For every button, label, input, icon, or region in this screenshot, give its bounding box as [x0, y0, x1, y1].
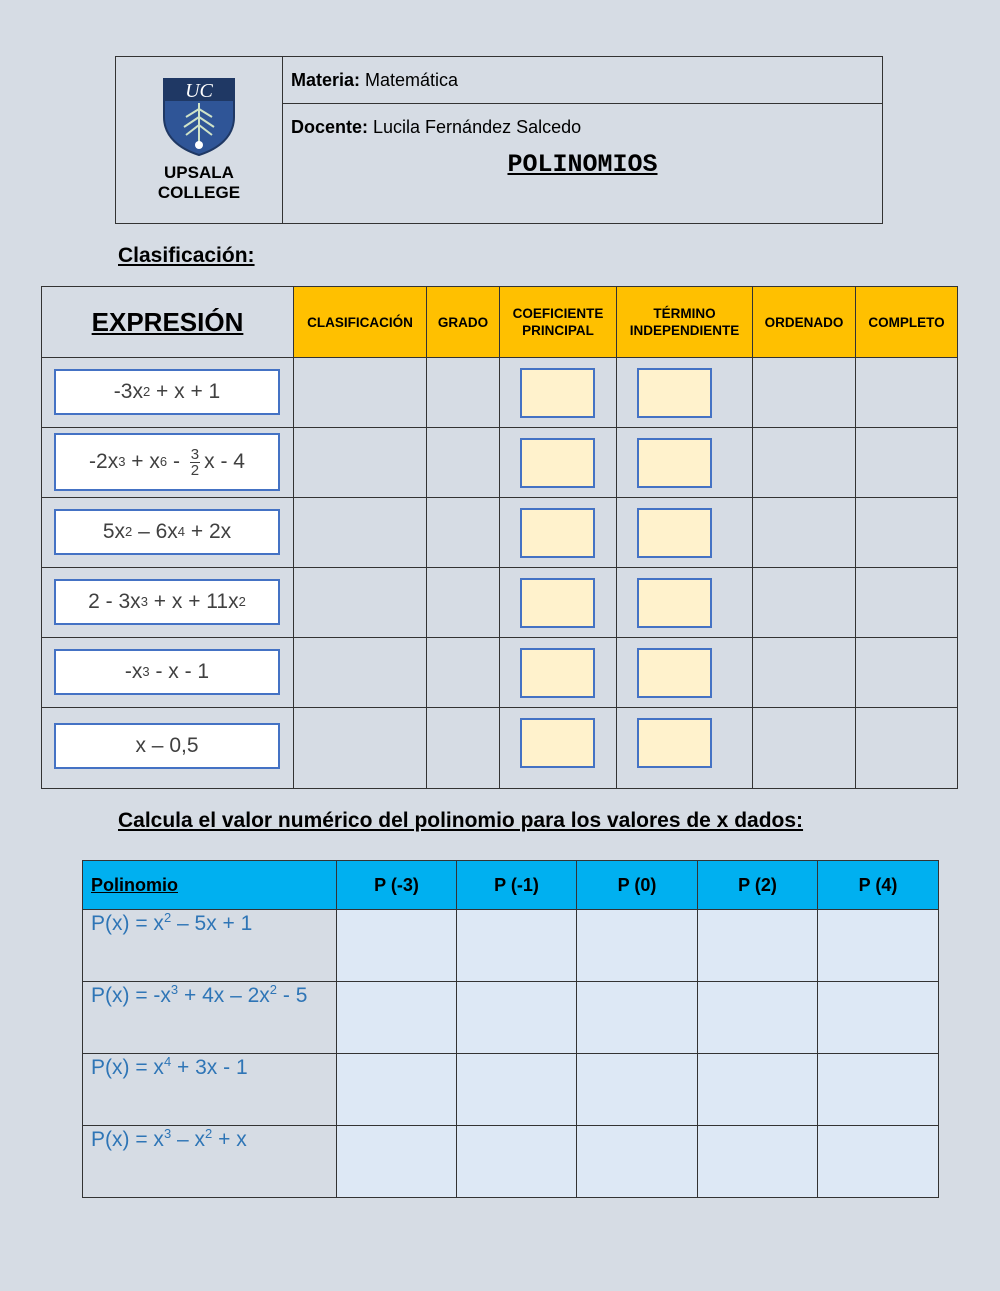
polynomial-cell: $P(x) = x^3 - x^2 + x$	[83, 1126, 337, 1198]
college-crest-icon	[160, 75, 238, 157]
expression-box[interactable]: -2x 3 + x 6 - $\frac{3}{2}$ x - 4	[54, 433, 280, 491]
leading-coefficient-input[interactable]	[520, 438, 595, 488]
answer-cell[interactable]	[818, 982, 939, 1054]
answer-cell[interactable]	[577, 1126, 698, 1198]
answer-cell[interactable]	[698, 910, 818, 982]
leading-coefficient-input[interactable]	[520, 718, 595, 768]
answer-cell[interactable]	[698, 1126, 818, 1198]
complete-drop-zone[interactable]	[856, 568, 958, 638]
answer-cell[interactable]	[577, 910, 698, 982]
table-row	[42, 498, 958, 568]
complete-drop-zone[interactable]	[856, 358, 958, 428]
ordered-drop-zone[interactable]	[753, 568, 856, 638]
answer-cell[interactable]	[337, 1054, 457, 1126]
column-header-polynomial: Polinomio	[83, 861, 337, 910]
table-row	[42, 638, 958, 708]
numeric-value-table	[82, 860, 939, 1198]
teacher-value: Lucila Fernández Salcedo	[373, 116, 582, 137]
table-row	[42, 708, 958, 789]
degree-drop-zone[interactable]	[427, 358, 500, 428]
independent-term-input[interactable]	[637, 648, 712, 698]
svg-text:UC: UC	[185, 80, 213, 102]
answer-cell[interactable]	[457, 1054, 577, 1126]
teacher-row	[283, 104, 882, 150]
subject-label: Materia:	[291, 69, 361, 90]
ordered-drop-zone[interactable]	[753, 358, 856, 428]
answer-cell[interactable]	[577, 1054, 698, 1126]
column-header-p-4: P (4)	[818, 861, 939, 910]
subject-value: Matemática	[365, 69, 459, 90]
degree-drop-zone[interactable]	[427, 708, 500, 789]
column-header-degree: GRADO	[427, 287, 500, 358]
answer-cell[interactable]	[698, 982, 818, 1054]
answer-cell[interactable]	[818, 1126, 939, 1198]
ordered-drop-zone[interactable]	[753, 428, 856, 498]
polynomial-cell: $P(x) = x^4 + 3x - 1$	[83, 1054, 337, 1126]
column-header-classification: CLASIFICACIÓN	[294, 287, 427, 358]
column-header-p-minus-3: P (-3)	[337, 861, 457, 910]
polynomial-cell: $P(x) = -x^3 + 4x - 2x^2 - 5$	[83, 982, 337, 1054]
leading-coefficient-input[interactable]	[520, 368, 595, 418]
column-header-p-minus-1: P (-1)	[457, 861, 577, 910]
degree-drop-zone[interactable]	[427, 428, 500, 498]
classification-drop-zone[interactable]	[294, 708, 427, 789]
leading-coefficient-input[interactable]	[520, 578, 595, 628]
answer-cell[interactable]	[337, 910, 457, 982]
answer-cell[interactable]	[577, 982, 698, 1054]
expression-box[interactable]: -3x 2 + x + 1	[54, 369, 280, 415]
expression-box[interactable]: -x 3 - x - 1	[54, 649, 280, 695]
column-header-p-2: P (2)	[698, 861, 818, 910]
answer-cell[interactable]	[457, 982, 577, 1054]
classification-drop-zone[interactable]	[294, 638, 427, 708]
independent-term-input[interactable]	[637, 438, 712, 488]
expression-box[interactable]: x – 0,5	[54, 723, 280, 769]
column-header-p-0: P (0)	[577, 861, 698, 910]
logo-cell	[116, 57, 283, 223]
independent-term-input[interactable]	[637, 718, 712, 768]
teacher-label: Docente:	[291, 116, 369, 137]
column-header-ordered: ORDENADO	[753, 287, 856, 358]
answer-cell[interactable]	[457, 1126, 577, 1198]
table-row	[42, 358, 958, 428]
leading-coefficient-input[interactable]	[520, 508, 595, 558]
column-header-leading-coefficient: COEFICIENTE PRINCIPAL	[500, 287, 617, 358]
independent-term-input[interactable]	[637, 368, 712, 418]
answer-cell[interactable]	[818, 1054, 939, 1126]
degree-drop-zone[interactable]	[427, 498, 500, 568]
polynomial-cell: $P(x) = x^2 - 5x + 1$	[83, 910, 337, 982]
info-cell	[283, 57, 882, 223]
page-title: POLINOMIOS	[507, 150, 658, 179]
table-row	[83, 1054, 939, 1126]
table-row	[83, 1126, 939, 1198]
complete-drop-zone[interactable]	[856, 498, 958, 568]
classification-drop-zone[interactable]	[294, 568, 427, 638]
table-row	[42, 568, 958, 638]
worksheet-header	[115, 56, 883, 224]
classification-heading: Clasificación:	[118, 244, 255, 267]
ordered-drop-zone[interactable]	[753, 638, 856, 708]
complete-drop-zone[interactable]	[856, 428, 958, 498]
answer-cell[interactable]	[337, 982, 457, 1054]
table-row	[83, 910, 939, 982]
independent-term-input[interactable]	[637, 508, 712, 558]
degree-drop-zone[interactable]	[427, 568, 500, 638]
expression-box[interactable]: 2 - 3x 3 + x + 11x 2	[54, 579, 280, 625]
answer-cell[interactable]	[698, 1054, 818, 1126]
ordered-drop-zone[interactable]	[753, 498, 856, 568]
degree-drop-zone[interactable]	[427, 638, 500, 708]
subject-row	[283, 57, 882, 104]
answer-cell[interactable]	[337, 1126, 457, 1198]
classification-drop-zone[interactable]	[294, 358, 427, 428]
classification-drop-zone[interactable]	[294, 428, 427, 498]
leading-coefficient-input[interactable]	[520, 648, 595, 698]
classification-drop-zone[interactable]	[294, 498, 427, 568]
ordered-drop-zone[interactable]	[753, 708, 856, 789]
college-name: UPSALA COLLEGE	[157, 163, 241, 202]
expression-box[interactable]: 5x 2 – 6x 4 + 2x	[54, 509, 280, 555]
answer-cell[interactable]	[818, 910, 939, 982]
independent-term-input[interactable]	[637, 578, 712, 628]
answer-cell[interactable]	[457, 910, 577, 982]
numeric-value-heading: Calcula el valor numérico del polinomio para los valores de x dados:	[118, 809, 804, 832]
fraction: $\frac{3}{2}$	[190, 445, 200, 479]
column-header-expression: EXPRESIÓN	[42, 287, 294, 358]
column-header-independent-term: TÉRMINO INDEPENDIENTE	[617, 287, 753, 358]
table-row	[42, 428, 958, 498]
complete-drop-zone[interactable]	[856, 638, 958, 708]
classification-table	[41, 286, 958, 789]
column-header-complete: COMPLETO	[856, 287, 958, 358]
complete-drop-zone[interactable]	[856, 708, 958, 789]
table-row	[83, 982, 939, 1054]
